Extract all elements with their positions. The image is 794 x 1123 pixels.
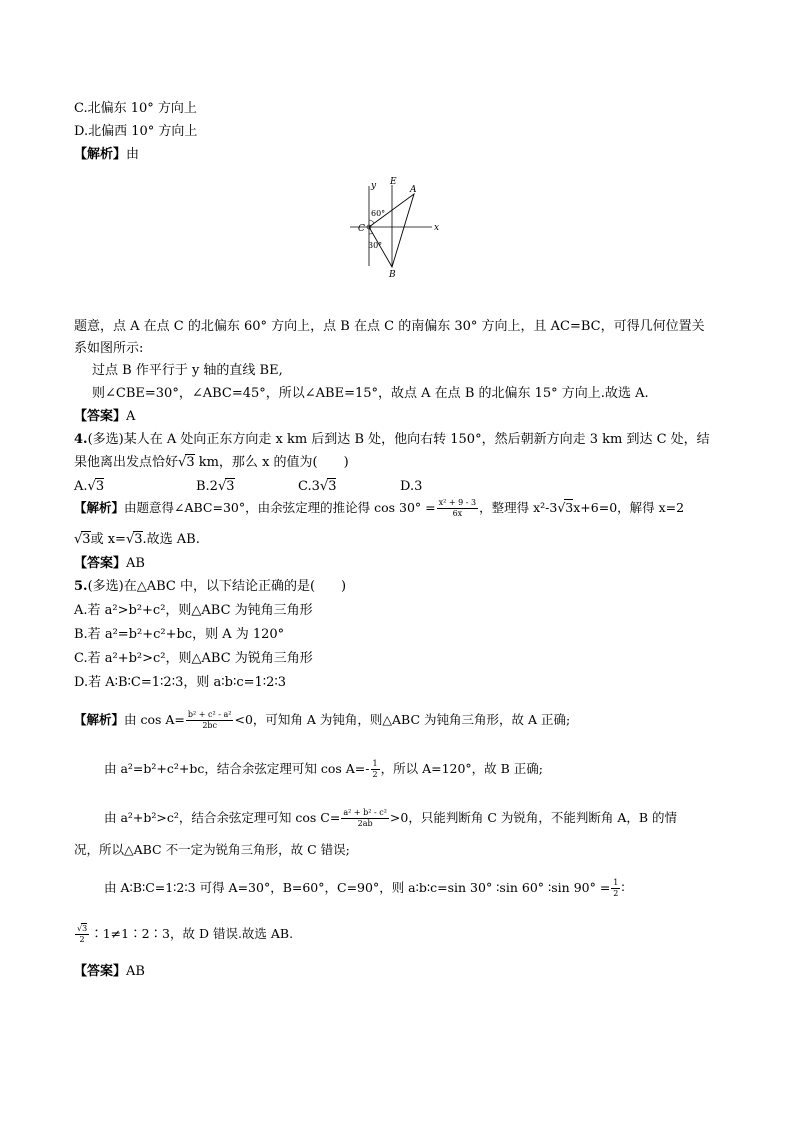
label-angle-top: 60°	[371, 209, 386, 218]
q5-option-b: B.若 a²=b²+c²+bc，则 A 为 120°	[74, 627, 285, 642]
label-angle-bottom: 30°	[368, 241, 383, 250]
q5-analysis-line5: $\frac{√3}{2}$ ∶1≠1∶2∶3，故 D 错误.故选 AB.	[77, 924, 294, 944]
q3-para1: 题意，点 A 在点 C 的北偏东 60° 方向上，点 B 在点 C 的南偏东 30° 方向上，且 AC=BC，可得几何位置关	[74, 319, 705, 334]
q5-analysis-line1: 【解析】由 cos A= $\frac{\text{b² + c² - a²}}{2bc}$ <0，可知角 A 为钝角，则△ABC 为钝角三角形，故 A 正确;	[74, 710, 571, 730]
q4-option-b: B.2√3	[196, 479, 235, 494]
q4-option-d: D.3	[400, 479, 423, 494]
q5-answer: 【答案】AB	[74, 964, 145, 979]
q5-stem: 5.(多选)在△ABC 中，以下结论正确的是( )	[74, 579, 347, 594]
q4-stem-line1: 4.(多选)某人在 A 处向正东方向走 x km 后到达 B 处，他向右转 150°，然后朝新方向走 3 km 到达 C 处，结	[74, 432, 710, 447]
q4-option-c: C.3√3	[298, 479, 337, 494]
q5-analysis-line3: 由 a²+b²>c²，结合余弦定理可知 cos C= $\frac{\text{a² + b² - c²}}{2ab}$ >0，只能判断角 C 为锐角，不能判断角 A，B 的情	[104, 808, 678, 828]
triangle-acb	[369, 194, 414, 267]
label-e: E	[390, 177, 397, 187]
label-y: y	[371, 181, 377, 191]
q5-analysis-line3b: 况，所以△ABC 不一定为锐角三角形，故 C 错误;	[74, 842, 350, 857]
q3-analysis-intro: 【解析】由	[74, 147, 140, 162]
q4-stem-line2: 果他离出发点恰好√3 km，那么 x 的值为( )	[74, 455, 349, 470]
label-b: B	[389, 270, 396, 280]
q3-para3: 则∠CBE=30°，∠ABC=45°，所以∠ABE=15°，故点 A 在点 B 的北偏东 15° 方向上.故选 A.	[92, 386, 649, 401]
prev-option-d: D.北偏西 10° 方向上	[74, 124, 198, 139]
q5-option-c: C.若 a²+b²>c²，则△ABC 为锐角三角形	[74, 651, 313, 666]
q4-option-a: A.√3	[74, 479, 105, 494]
q4-answer: 【答案】AB	[74, 556, 145, 571]
label-x: x	[434, 223, 440, 233]
q5-option-a: A.若 a²>b²+c²，则△ABC 为钝角三角形	[74, 603, 313, 618]
label-c: C	[358, 224, 365, 234]
q5-analysis-line4: 由 A∶B∶C=1∶2∶3 可得 A=30°，B=60°，C=90°，则 a∶b∶c=sin 30° ∶sin 60° ∶sin 90° = $\frac{1}{2}$ ∶	[104, 878, 625, 898]
label-a: A	[410, 185, 417, 195]
q3-answer: 【答案】A	[74, 409, 136, 424]
q3-para1b: 系如图所示:	[74, 341, 144, 356]
prev-option-c: C.北偏东 10° 方向上	[74, 101, 197, 116]
q5-analysis-line2: 由 a²=b²+c²+bc，结合余弦定理可知 cos A=- $\frac{1}{2}$ ，所以 A=120°，故 B 正确;	[104, 759, 544, 779]
q4-analysis-line1: 【解析】由题意得∠ABC=30°，由余弦定理的推论得 cos 30° = $\frac{\text{x² + 9 - 3}}{6x}$ ，整理得 x²-3√3x+6=0，解得 x=2	[74, 498, 685, 518]
angle-arc-bottom	[369, 233, 373, 234]
angle-arc-top	[369, 220, 374, 223]
q4-analysis-line2: √3或 x=√3.故选 AB.	[74, 532, 200, 547]
q3-figure	[344, 176, 448, 280]
q3-para2: 过点 B 作平行于 y 轴的直线 BE,	[92, 363, 283, 378]
q5-option-d: D.若 A∶B∶C=1∶2∶3，则 a∶b∶c=1∶2∶3	[74, 675, 287, 690]
